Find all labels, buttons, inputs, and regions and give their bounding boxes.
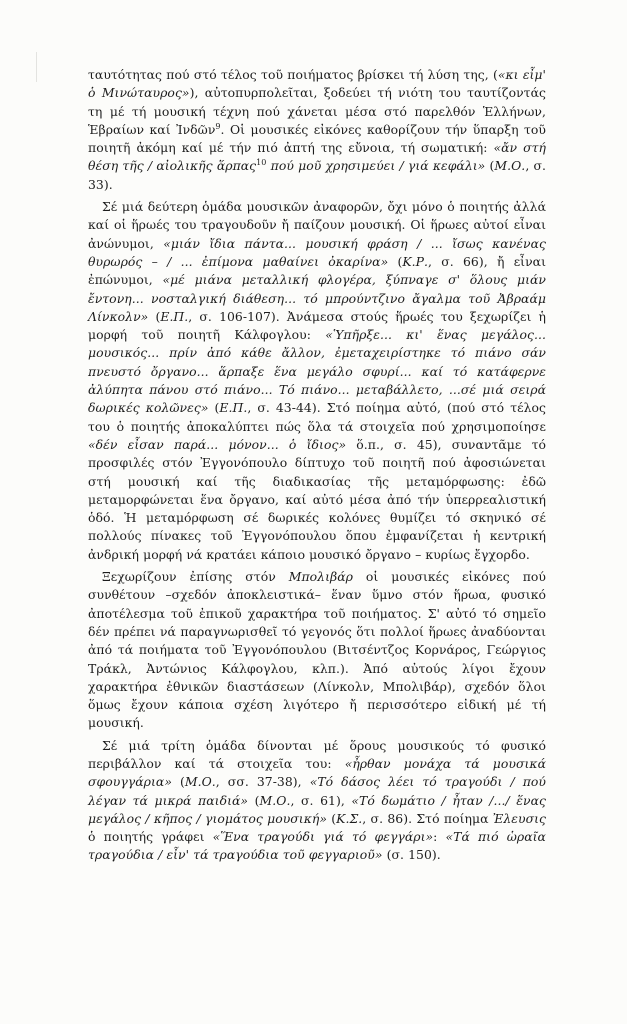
text-run: Σέ μιά τρίτη ὁμάδα δίνονται μέ ὅρους μουσικούς τό φυσικό περιβάλλον καί τά στοιχεῖα του: bbox=[88, 737, 546, 771]
italic-quote: Κ.Σ. bbox=[336, 810, 363, 826]
text-run: ), αὐτοπυρπολεῖται, ξοδεύει τή νιότη του ταυτίζοντάς τη μέ τή μουσική τέχνη πού χάνεται μέσα στό παρελθόν Ἑλλήνων, Ἑβραίων καί Ἰνδῶν bbox=[88, 85, 546, 137]
text-run: ( bbox=[171, 774, 185, 790]
text-run: ( bbox=[327, 810, 337, 826]
italic-quote: «Τό δάσος λέει τό τραγούδι / πού λέγαν τά μικρά παιδιά» bbox=[88, 774, 546, 808]
text-run: ( bbox=[208, 400, 220, 416]
italic-quote: Μπολιβάρ bbox=[288, 569, 353, 585]
italic-quote: Ε.Π. bbox=[160, 308, 189, 324]
text-run: , σ. 66), ἤ εἶναι ἐπώνυμοι, bbox=[88, 253, 546, 288]
paragraph bbox=[88, 198, 546, 564]
italic-quote: Μ.Ο. bbox=[494, 158, 526, 174]
text-run: (σ. 150). bbox=[382, 847, 441, 863]
paragraph bbox=[88, 66, 546, 194]
text-run: ὅ.π., σ. 45), συναντᾶμε τό προσφιλές στόν Ἐγγονόπουλο δίπτυχο τοῦ ποιητῆ πού ἀφοσιώνεται στή μουσική καί τῆς διαδικασίας τῆς μεταμόρφωσης: ἐδῶ μεταμορφώνεται ἕνα ὄργανο, καί αὐτό μέσα ἀπό τήν ὑπερρεαλιστική ὁδό. Ἡ μεταμόρφωση σέ δωρικές κολόνες θυμίζει τό σκηνικό σέ πολλούς πίνακες τοῦ Ἐγγονόπουλου ὅπου ἐμφανίζεται ἡ κεντρική ἀνδρική μορφή νά κρατάει κάποιο μουσικό ὄργανο – κυρίως ἔγχορδο. bbox=[88, 436, 546, 562]
italic-quote: «κι εἶμ' ὁ Μινώταυρος» bbox=[88, 67, 546, 101]
text-run: , σ. 106-107). Ἀνάμεσα στούς ἥρωές του ξεχωρίζει ἡ μορφή τοῦ ποιητῆ Κάλφογλου: bbox=[88, 308, 546, 343]
paragraph bbox=[88, 737, 546, 865]
italic-quote: Μ.Ο. bbox=[259, 792, 291, 808]
text-run: ( bbox=[485, 158, 495, 174]
text-run: : bbox=[433, 829, 446, 845]
italic-quote: Μ.Ο. bbox=[184, 774, 216, 790]
text-run: Σέ μιά δεύτερη ὁμάδα μουσικῶν ἀναφορῶν, ὄχι μόνο ὁ ποιητής ἀλλά καί οἱ ἥρωές του τραγουδοῦν ἤ παίζουν μουσική. Οἱ ἥρωες αὐτοί εἶναι ἀνώνυμοι, bbox=[88, 199, 546, 251]
italic-quote: «ἦρθαν μονάχα τά μουσικά σφουγγάρια» bbox=[88, 755, 546, 790]
text-run: , σ. 61), bbox=[290, 792, 352, 808]
italic-quote: «Ἕνα τραγούδι γιά τό φεγγάρι» bbox=[212, 829, 434, 845]
text-run: , σ. 86). Στό ποίημα bbox=[362, 810, 493, 826]
text-run: ( bbox=[248, 792, 260, 808]
italic-quote: «Ὑπῆρξε... κι' ἕνας μεγάλος... μουσικός... πρίν ἀπό κάθε ἄλλον, ἐμεταχειρίστηκε τό πιάνο σάν πνευστό ὄργανο... ἅρπαξε ἕνα μεγάλο σφυρί... καί τό κατάφερνε ἀλύπητα πάνου στό πιάνο... Τό πιάνο... μεταβάλλετο, ...σέ μιά σειρά δωρικές κολῶνες» bbox=[88, 327, 546, 416]
text-run: . Οἱ μουσικές εἰκόνες καθορίζουν τήν ὕπαρξη τοῦ ποιητῆ ἀκόμη καί μέ τήν πιό ἀπτή της εὔνοια, τή σωματική: bbox=[88, 121, 546, 156]
text-run: Ξεχωρίζουν ἐπίσης στόν bbox=[102, 569, 289, 585]
scan-edge-mark bbox=[36, 52, 37, 82]
text-run: ὁ ποιητής γράφει bbox=[88, 829, 213, 845]
body-text bbox=[88, 66, 546, 865]
footnote-ref: 10 bbox=[256, 158, 267, 168]
text-run: ( bbox=[148, 308, 161, 324]
text-run: ταυτότητας πού στό τέλος τοῦ ποιήματος βρίσκει τή λύση της, ( bbox=[88, 67, 498, 82]
italic-quote: πού μοῦ χρησιμεύει / γιά κεφάλι» bbox=[266, 158, 486, 174]
text-run: οἱ μουσικές εἰκόνες πού συνθέτουν –σχεδόν ἀποκλειστικά– ἕναν ὕμνο στόν ἥρωα, φυσικό ἀποτέλεσμα τοῦ ἐπικοῦ χαρακτήρα τοῦ ποιήματος. Σ' αὐτό τό σημεῖο δέν πρέπει νά παραγνωρισθεῖ τό γεγονός ὅτι πολλοί ἥρωες ἀναδύονται ἀπό τά ποιήματα τοῦ Ἐγγονόπουλου (Βιτσέντζος Κορνάρος, Γεώργιος Τράκλ, Ἀντώνιος Κάλφογλου, κλπ.). Ἀπό αὐτούς λίγοι ἔχουν χαρακτήρα ἐθνικῶν διαστάσεων (Λίνκολν, Μπολιβάρ), σχεδόν ὅλοι ὅμως ἔχουν κάποια σχέση λιγότερο ἤ περισσότερο εἰδική μέ τή μουσική. bbox=[88, 569, 546, 731]
italic-quote: «μιάν ἴδια πάντα... μουσική φράση / ... ἴσως κανένας θυρωρός – / ... ἐπίμονα μαθαίνει ὀκαρίνα» bbox=[88, 235, 546, 269]
italic-quote: Ε.Π. bbox=[219, 400, 248, 416]
italic-quote: «δέν εἶσαν παρά... μόνον... ὁ ἴδιος» bbox=[88, 436, 347, 452]
text-run: , σ. 43-44). Στό ποίημα αὐτό, (πού στό τέλος του ὁ ποιητής ἀποκαλύπτει πώς ὅλα τά στοιχεῖα πού χρησιμοποίησε bbox=[88, 400, 546, 434]
italic-quote: «Τά πιό ὡραῖα τραγούδια / εἶν' τά τραγούδια τοῦ φεγγαριοῦ» bbox=[88, 829, 546, 863]
paragraph bbox=[88, 568, 546, 733]
italic-quote: Κ.Ρ. bbox=[402, 253, 429, 269]
footnote-ref: 9 bbox=[215, 121, 221, 131]
italic-quote: «Τό δωμάτιο / ἦταν /.../ ἕνας μεγάλος / κῆπος / γιομάτος μουσική» bbox=[88, 792, 546, 826]
italic-quote: Ἐλευσις bbox=[492, 810, 546, 826]
text-run: , σ. 33). bbox=[88, 158, 546, 192]
text-run: ( bbox=[388, 253, 403, 269]
text-run: , σσ. 37-38), bbox=[215, 774, 310, 790]
italic-quote: «ἄν στή θέση τῆς / αἰολικῆς ἅρπας bbox=[88, 140, 546, 174]
italic-quote: «μέ μιάνα μεταλλική φλογέρα, ξύπναγε σ' ὅλους μιάν ἔντονη... νοσταλγική διάθεση... τό μπρούντζινο ἄγαλμα τοῦ Ἀβραάμ Λίνκολν» bbox=[88, 272, 547, 324]
